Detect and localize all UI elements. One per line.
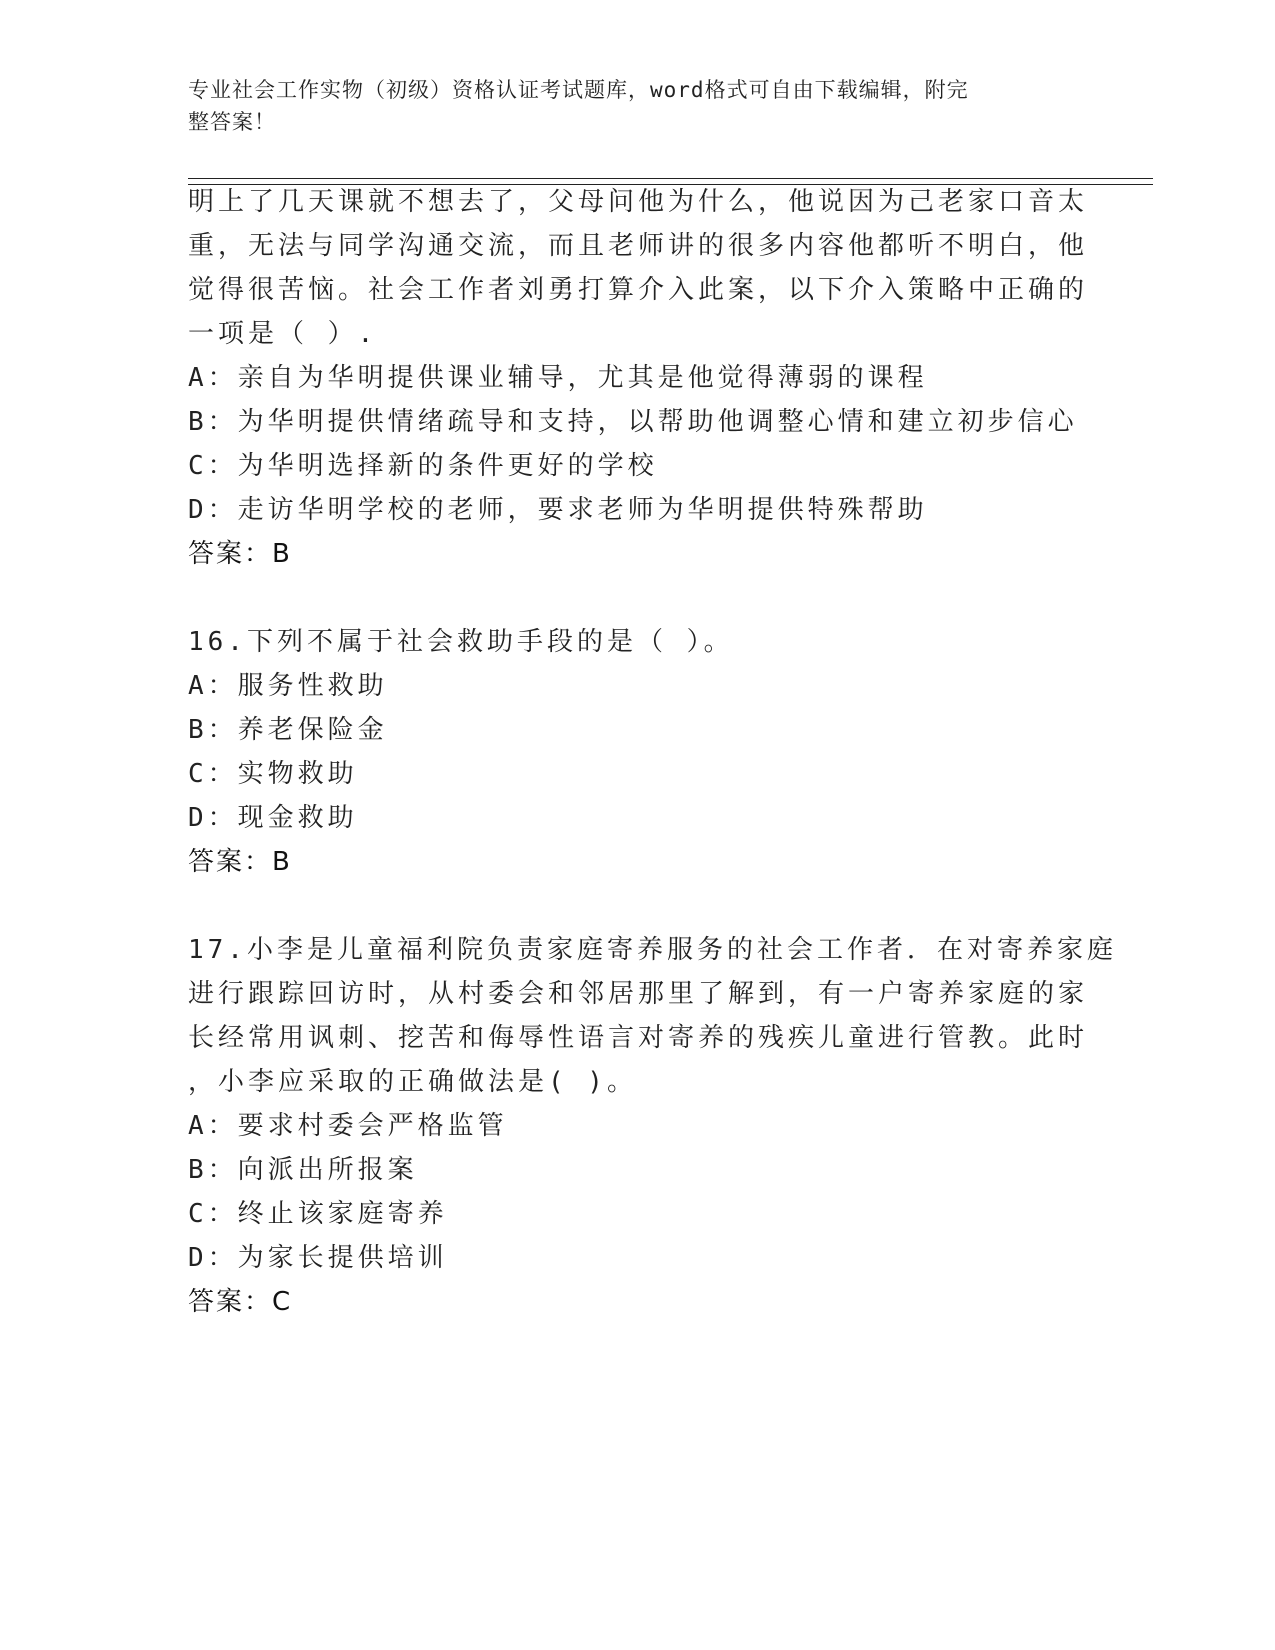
q16-option-b: B：养老保险金 xyxy=(188,715,388,745)
q17-option-c: C：终止该家庭寄养 xyxy=(188,1199,448,1229)
q16-option-d: D：现金救助 xyxy=(188,803,358,833)
q15-stem-line: 重，无法与同学沟通交流，而且老师讲的很多内容他都听不明白，他 xyxy=(188,231,1089,261)
q17-option-b: B：向派出所报案 xyxy=(188,1155,418,1185)
q15-stem-line: 觉得很苦恼。社会工作者刘勇打算介入此案，以下介入策略中正确的 xyxy=(188,275,1089,305)
q17-stem-line: 进行跟踪回访时，从村委会和邻居那里了解到，有一户寄养家庭的家 xyxy=(188,979,1089,1009)
q16-option-a: A：服务性救助 xyxy=(188,671,388,701)
q17-option-d: D：为家长提供培训 xyxy=(188,1243,448,1273)
q17-stem-line: 17.小李是儿童福利院负责家庭寄养服务的社会工作者．在对寄养家庭 xyxy=(188,935,1117,965)
header-line-1: 专业社会工作实物（初级）资格认证考试题库，word格式可自由下载编辑，附完 xyxy=(188,78,969,102)
q17-stem-line: ，小李应采取的正确做法是( )。 xyxy=(188,1067,637,1097)
q15-answer: 答案：B xyxy=(188,539,292,569)
q16-answer: 答案：B xyxy=(188,847,292,877)
q17-option-a: A：要求村委会严格监管 xyxy=(188,1111,508,1141)
q15-stem-line: 一项是（ ）. xyxy=(188,319,378,349)
q15-option-a: A：亲自为华明提供课业辅导，尤其是他觉得薄弱的课程 xyxy=(188,363,928,393)
header-line-2: 整答案！ xyxy=(188,110,276,134)
q17-stem-line: 长经常用讽刺、挖苦和侮辱性语言对寄养的残疾儿童进行管教。此时 xyxy=(188,1023,1089,1053)
page-header xyxy=(188,74,1068,138)
q15-option-c: C：为华明选择新的条件更好的学校 xyxy=(188,451,658,481)
q17-answer: 答案：C xyxy=(188,1287,293,1317)
q15-stem-line: 明上了几天课就不想去了，父母问他为什么，他说因为己老家口音太 xyxy=(188,187,1089,217)
q16-option-c: C：实物救助 xyxy=(188,759,358,789)
q16-stem-line: 16.下列不属于社会救助手段的是（ ）。 xyxy=(188,627,734,657)
q15-option-d: D：走访华明学校的老师，要求老师为华明提供特殊帮助 xyxy=(188,495,928,525)
q15-option-b: B：为华明提供情绪疏导和支持，以帮助他调整心情和建立初步信心 xyxy=(188,407,1078,437)
header-rule-top xyxy=(188,178,1153,179)
